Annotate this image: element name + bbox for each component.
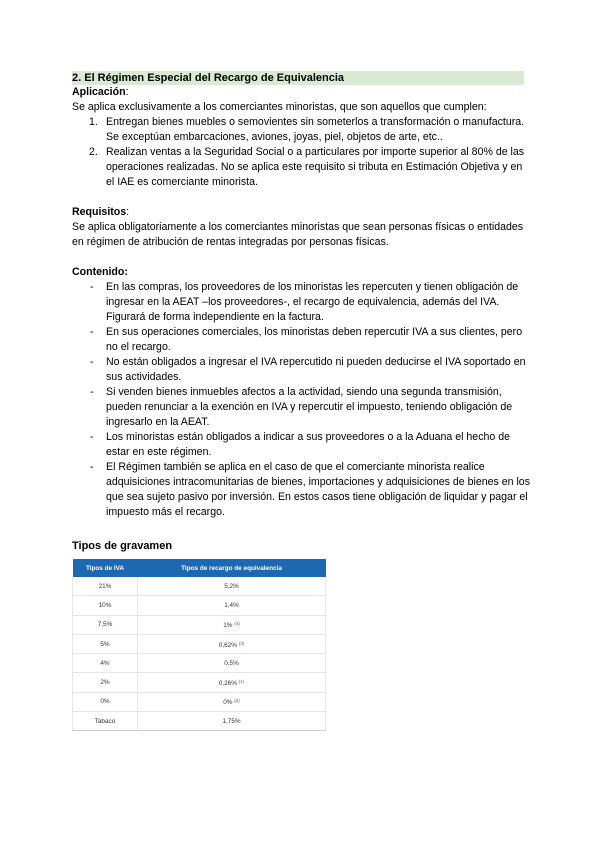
aplicacion-heading bbox=[72, 85, 532, 100]
list-item: - En las compras, los proveedores de los minoristas les repercuten y tienen obligación de ingresar en la AEAT –los proveedores-, el recargo de equivalencia, además del IVA. Figurará de forma independiente en la factura. bbox=[90, 281, 519, 323]
list-text: Realizan ventas a la Seguridad Social o a particulares por importe superior al 80% de las operaciones realizadas. No se aplica este requisito si tributa en Estimación Objetiva y en el IAE es comerciante minorista. bbox=[106, 146, 525, 188]
section-title: 2. El Régimen Especial del Recargo de Equivalencia bbox=[72, 71, 524, 85]
rates-table bbox=[72, 559, 326, 731]
recargo-value: 0,5% bbox=[224, 659, 239, 667]
list-item: - Los minoristas están obligados a indicar a sus proveedores o a la Aduana el hecho de estar en este régimen. bbox=[90, 431, 511, 458]
list-text: El Régimen también se aplica en el caso de que el comerciante minorista realice adquisiciones intracomunitarias de bienes, importaciones y adquisiciones de bienes en los que sea sujeto pasivo por inversión. En estos casos tiene obligación de liquidar y pagar el impuesto más el recargo. bbox=[106, 461, 530, 518]
iva-cell: 5% bbox=[73, 634, 138, 653]
iva-cell: 7,5% bbox=[73, 615, 138, 634]
recargo-value: 0,26% bbox=[218, 680, 237, 688]
recargo-cell bbox=[138, 634, 326, 653]
aplicacion-colon: : bbox=[125, 86, 129, 98]
recargo-cell bbox=[138, 577, 326, 596]
document-page bbox=[72, 71, 532, 731]
table-header-row bbox=[73, 559, 326, 577]
recargo-cell bbox=[138, 615, 326, 634]
table-row bbox=[73, 577, 326, 596]
recargo-value: 1,75% bbox=[222, 717, 241, 725]
aplicacion-label: Aplicación bbox=[72, 86, 126, 98]
list-item bbox=[72, 115, 532, 145]
recargo-cell bbox=[138, 654, 326, 673]
recargo-value: 1% bbox=[223, 622, 233, 630]
table-row bbox=[73, 712, 326, 731]
gravamen-heading: Tipos de gravamen bbox=[72, 540, 173, 552]
recargo-cell bbox=[138, 692, 326, 711]
list-item: - No están obligados a ingresar el IVA repercutido ni pueden deducirse el IVA soportado en sus actividades. bbox=[90, 356, 526, 383]
iva-cell: 2% bbox=[73, 673, 138, 692]
recargo-value: 0% bbox=[223, 699, 233, 707]
recargo-cell bbox=[138, 596, 326, 615]
table-row bbox=[73, 654, 326, 673]
list-text: No están obligados a ingresar el IVA repercutido ni pueden deducirse el IVA soportado en sus actividades. bbox=[106, 356, 526, 383]
column-header-iva: Tipos de IVA bbox=[73, 559, 138, 577]
recargo-value: 1,4% bbox=[224, 601, 239, 609]
recargo-value: 5,2% bbox=[224, 582, 239, 590]
list-number: 2. bbox=[89, 146, 98, 158]
aplicacion-intro: Se aplica exclusivamente a los comerciantes minoristas, que son aquellos que cumplen: bbox=[72, 101, 487, 113]
recargo-cell bbox=[138, 712, 326, 731]
iva-cell: 4% bbox=[73, 654, 138, 673]
contenido-heading: Contenido: bbox=[72, 266, 128, 278]
table-row bbox=[73, 634, 326, 653]
iva-cell: 21% bbox=[73, 577, 138, 596]
iva-cell: Tabaco bbox=[73, 712, 138, 731]
spacer bbox=[72, 190, 532, 205]
list-text: Los minoristas están obligados a indicar a sus proveedores o a la Aduana el hecho de estar en este régimen. bbox=[106, 431, 511, 458]
table-row bbox=[73, 673, 326, 692]
contenido-list bbox=[72, 280, 532, 520]
requisitos-colon: : bbox=[126, 206, 130, 218]
list-text: Si venden bienes inmuebles afectos a la actividad, siendo una segunda transmisión, pueden renunciar a la exención en IVA y repercutir el impuesto, teniendo obligación de ingresarlo en la AEAT. bbox=[106, 386, 513, 428]
list-number: 1. bbox=[89, 116, 98, 128]
table-row bbox=[73, 692, 326, 711]
list-item: - En sus operaciones comerciales, los minoristas deben repercutir IVA a sus clientes, pero no el recargo. bbox=[90, 326, 523, 353]
requisitos-label: Requisitos bbox=[72, 206, 127, 218]
aplicacion-list bbox=[72, 115, 532, 190]
list-item: - Si venden bienes inmuebles afectos a la actividad, siendo una segunda transmisión, pueden renunciar a la exención en IVA y repercutir el impuesto, teniendo obligación de ingresarlo en la AEAT. bbox=[90, 386, 513, 428]
footnote-link[interactable]: (1) bbox=[238, 679, 245, 685]
footnote-link[interactable]: (4) bbox=[234, 621, 240, 627]
recargo-value: 0,62% bbox=[218, 641, 237, 649]
list-text: En las compras, los proveedores de los minoristas les repercuten y tienen obligación de ingresar en la AEAT –los proveedores-, el recargo de equivalencia, además del IVA. Figurará de forma independiente en la factura. bbox=[106, 281, 519, 323]
iva-cell: 10% bbox=[73, 596, 138, 615]
requisitos-heading bbox=[72, 205, 532, 220]
list-text: En sus operaciones comerciales, los minoristas deben repercutir IVA a sus clientes, pero no el recargo. bbox=[106, 326, 523, 353]
iva-cell: 0% bbox=[73, 692, 138, 711]
table-row bbox=[73, 596, 326, 615]
spacer bbox=[72, 250, 532, 265]
footnote-link[interactable]: (3) bbox=[238, 640, 245, 646]
recargo-cell bbox=[138, 673, 326, 692]
table-row bbox=[73, 615, 326, 634]
column-header-recargo: Tipos de recargo de equivalencia bbox=[138, 559, 326, 577]
requisitos-text: Se aplica obligatoriamente a los comerciantes minoristas que sean personas físicas o entidades en régimen de atribución de rentas integradas por personas físicas. bbox=[72, 221, 524, 248]
list-item: - El Régimen también se aplica en el caso de que el comerciante minorista realice adquisiciones intracomunitarias de bienes, importaciones y adquisiciones de bienes en los que sea sujeto pasivo por inversión. En estos casos tiene obligación de liquidar y pagar el impuesto más el recargo. bbox=[90, 461, 530, 518]
list-text: Entregan bienes muebles o semovientes sin someterlos a transformación o manufactura. Se exceptúan embarcaciones, aviones, joyas, piel, objetos de arte, etc.. bbox=[106, 116, 525, 143]
footnote-link[interactable]: (2) bbox=[234, 698, 240, 704]
list-item bbox=[72, 145, 532, 190]
